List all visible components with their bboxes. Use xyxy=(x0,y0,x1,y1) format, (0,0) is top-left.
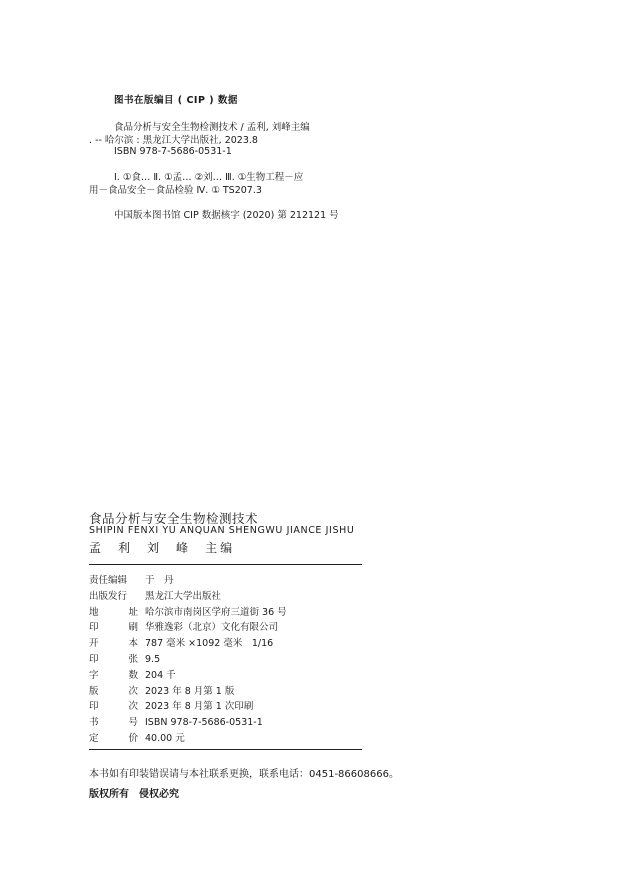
info-label-part: 开 xyxy=(89,638,99,650)
info-value: 204 千 xyxy=(145,669,176,681)
info-row xyxy=(89,620,287,636)
info-row xyxy=(89,589,287,605)
rights-notice: 版权所有 侵权必究 xyxy=(89,789,179,800)
book-pinyin-title: SHIPIN FENXI YU ANQUAN SHENGWU JIANCE JISHU xyxy=(89,525,355,536)
info-label-part: 印 xyxy=(89,653,99,665)
info-value: 787 毫米 ×1092 毫米 1/16 xyxy=(145,638,274,650)
author-2-given-name: 峰 xyxy=(176,541,189,555)
cip-record-number: 中国版本图书馆 CIP 数据核字 (2020) 第 212121 号 xyxy=(114,210,339,221)
info-label-part: 版 xyxy=(89,685,99,697)
info-label-part: 定 xyxy=(89,732,99,744)
info-label-part: 数 xyxy=(128,669,138,681)
info-value: 2023 年 8 月第 1 次印刷 xyxy=(145,701,254,713)
info-label xyxy=(89,668,145,684)
info-label-part: 号 xyxy=(128,717,138,729)
book-title: 食品分析与安全生物检测技术 xyxy=(89,511,259,526)
info-row xyxy=(89,573,287,589)
info-label-part: 出版发行 xyxy=(89,590,128,602)
info-label-part: 书 xyxy=(89,717,99,729)
info-row xyxy=(89,605,287,621)
info-row xyxy=(89,652,287,668)
info-label xyxy=(89,620,145,636)
info-label xyxy=(89,573,145,589)
info-label-part: 责任编辑 xyxy=(89,575,128,586)
info-label-part: 次 xyxy=(128,685,138,697)
info-value: 9.5 xyxy=(145,653,161,665)
cip-title-line: 食品分析与安全生物检测技术 / 孟利, 刘峰主编 xyxy=(114,122,310,133)
info-label xyxy=(89,684,145,700)
info-label-part: 价 xyxy=(128,732,138,744)
book-authors xyxy=(89,539,235,556)
info-label-part: 址 xyxy=(128,606,138,618)
info-label xyxy=(89,636,145,652)
info-label-part: 印 xyxy=(89,622,99,634)
author-1-surname: 孟 xyxy=(89,541,102,555)
info-value: 黑龙江大学出版社 xyxy=(145,590,222,602)
info-label-part: 本 xyxy=(128,638,138,650)
contact-notice: 本书如有印装错误请与本社联系更换，联系电话：0451-86608666。 xyxy=(89,769,399,780)
info-row xyxy=(89,636,287,652)
info-row xyxy=(89,668,287,684)
info-row xyxy=(89,715,287,731)
info-value: 40.00 元 xyxy=(145,732,185,744)
cip-classification-continued: 用－食品安全－食品检验 Ⅳ. ① TS207.3 xyxy=(89,185,262,196)
cip-heading: 图书在版编目 ( CIP ) 数据 xyxy=(114,95,238,106)
info-label xyxy=(89,605,145,621)
cip-classification-line: Ⅰ. ①食… Ⅱ. ①孟… ②刘… Ⅲ. ①生物工程－应 xyxy=(114,172,304,183)
info-label-part: 地 xyxy=(89,606,99,618)
divider-bottom xyxy=(89,749,362,750)
info-row xyxy=(89,699,287,715)
info-label xyxy=(89,731,145,747)
info-label xyxy=(89,652,145,668)
info-value: 于 丹 xyxy=(145,575,174,586)
info-label-part: 印 xyxy=(89,701,99,713)
publication-info-table xyxy=(89,573,287,747)
info-label-part: 次 xyxy=(128,701,138,713)
cip-isbn-line: ISBN 978-7-5686-0531-1 xyxy=(114,146,232,157)
author-role: 主编 xyxy=(205,541,236,555)
author-2-surname: 刘 xyxy=(147,541,160,555)
info-row xyxy=(89,684,287,700)
info-value: 2023 年 8 月第 1 版 xyxy=(145,685,235,697)
divider-top xyxy=(89,564,362,565)
cip-publisher-line: . -- 哈尔滨 : 黑龙江大学出版社, 2023.8 xyxy=(89,135,258,146)
info-label xyxy=(89,699,145,715)
info-label-part: 张 xyxy=(128,653,138,665)
info-label-part: 字 xyxy=(89,669,99,681)
info-label-part: 刷 xyxy=(128,622,138,634)
author-1-given-name: 利 xyxy=(118,541,131,555)
info-value: 华雅逸彩（北京）文化有限公司 xyxy=(145,622,279,634)
info-value: 哈尔滨市南岗区学府三道街 36 号 xyxy=(145,606,287,618)
info-label xyxy=(89,589,145,605)
info-row xyxy=(89,731,287,747)
info-value: ISBN 978-7-5686-0531-1 xyxy=(145,717,263,729)
info-label xyxy=(89,715,145,731)
